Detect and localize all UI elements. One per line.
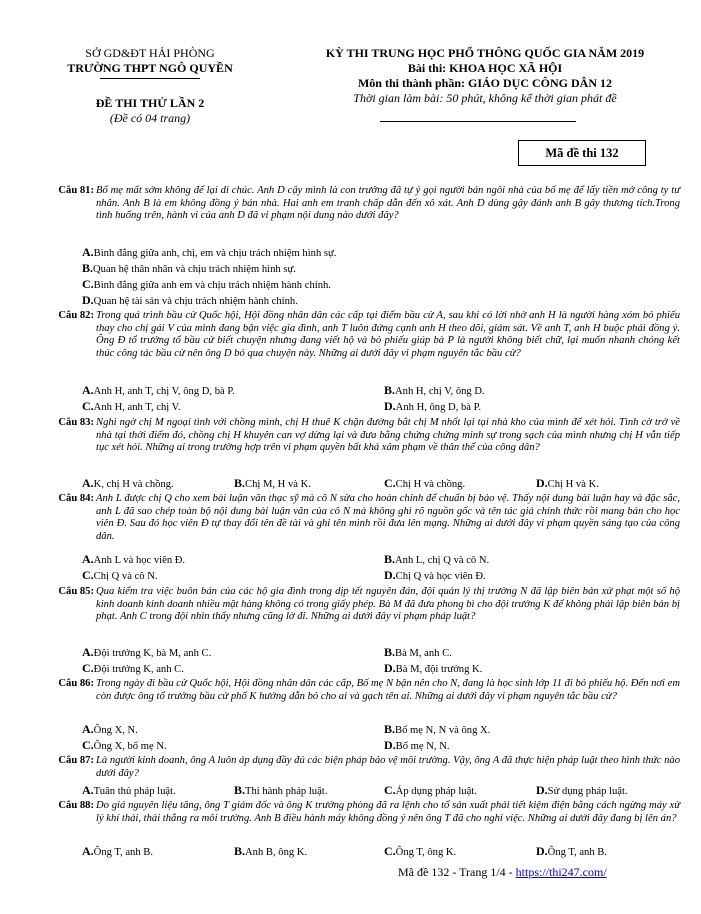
option-b[interactable]: B.Thi hành pháp luật.	[234, 783, 328, 797]
option-c[interactable]: C.Anh H, anh T, chị V.	[82, 399, 181, 413]
page-footer	[398, 866, 607, 879]
question-83	[50, 417, 680, 455]
option-d[interactable]: D.Chị Q và học viên Đ.	[384, 568, 486, 582]
option-a[interactable]: A.Anh H, anh T, chị V, ông D, bà P.	[82, 383, 235, 397]
option-b[interactable]: B.Chị M, H và K.	[234, 476, 311, 490]
option-d[interactable]: D.Bà M, đội trưởng K.	[384, 661, 483, 675]
option-c[interactable]: C.Chị H và chồng.	[384, 476, 466, 490]
option-b[interactable]: B.Bà M, anh C.	[384, 645, 452, 659]
question-text: Qua kiểm tra việc buôn bán của các hộ gia đình trong dịp tết nguyên đán, đội quản lý thị trường N đã lập biên bản xử phạt một số hộ kinh doanh kinh doanh nhiều mặt hàng không có trong giấy phép. Bà M đã đưa phong bì cho đội trưởng K để không phải lập biên bản bị phạt. Anh C trong đội nhìn thấy nhưng cũng lờ đi. Những ai dưới đây vi phạm pháp luật?	[96, 586, 680, 623]
exam-code-box: Mã đề thi 132	[518, 140, 646, 166]
option-b[interactable]: B.Anh B, ông K.	[234, 844, 308, 858]
option-a[interactable]: A.Anh L và học viên Đ.	[82, 552, 186, 566]
question-text: Trong quá trình bầu cử Quốc hội, Hội đồng nhân dân các cấp tại điểm bầu cử A, sau khi có lời nhờ anh H là người hàng xóm bỏ phiếu thay cho chị gái V của mình đang bận việc gia đình, anh T luôn đứng cạnh anh H theo dõi, giám sát. Về anh T, anh H buộc phải đồng ý. Ông Đ tổ trưởng tổ bầu cử biết chuyện nhưng đang viết hộ và bỏ phiếu giúp bà P là người không biết chữ, lại muốn nhanh chóng kết thúc công tác bầu cử nên ông D bỏ qua chuyện này. Những ai dưới đây vi phạm nguyên tắc bầu cử?	[96, 310, 680, 359]
option-d[interactable]: D.Bố mẹ N, N.	[384, 738, 450, 752]
header-right	[295, 46, 675, 106]
school-name: TRƯỜNG THPT NGÔ QUYỀN	[67, 61, 233, 75]
option-c[interactable]: C.Đội trưởng K, anh C.	[82, 661, 184, 675]
question-number: Câu 87:	[58, 755, 94, 766]
header-left	[40, 46, 260, 126]
question-number: Câu 84:	[58, 493, 94, 504]
question-number: Câu 82:	[58, 310, 94, 321]
question-text: Là người kinh doanh, ông A luôn áp dụng đầy đủ các biện pháp bảo vệ môi trường. Vậy, ông A đã thực hiện pháp luật theo hình thức nào dưới đây?	[96, 755, 680, 779]
footer-link[interactable]: https://thi247.com/	[515, 865, 607, 879]
option-a[interactable]: A.K, chị H và chồng.	[82, 476, 174, 490]
question-number: Câu 81:	[58, 185, 94, 196]
test-name: Bài thi: KHOA HỌC XÃ HỘI	[407, 61, 563, 75]
question-82	[50, 310, 680, 360]
question-84	[50, 493, 680, 543]
divider	[380, 121, 576, 122]
exam-label: ĐỀ THI THỬ LẦN 2	[95, 96, 205, 110]
option-b[interactable]: B.Anh L, chị Q và cô N.	[384, 552, 490, 566]
question-85	[50, 586, 680, 624]
option-b[interactable]: B.Quan hệ thân nhân và chịu trách nhiệm hình sự.	[82, 261, 296, 275]
option-d[interactable]: D.Anh H, ông D, bà P.	[384, 399, 482, 413]
pages-note: (Đề có 04 trang)	[109, 111, 191, 125]
time-note: Thời gian làm bài: 50 phút, không kể thời gian phát đề	[353, 91, 617, 105]
question-text: Nghi ngờ chị M ngoại tình với chồng mình, chị H thuê K chặn đường bắt chị M nhốt lại tại nhà kho của mình để xét hỏi. Tình cờ trở về nhà tại thời điểm đó, chồng chị H khuyên can vợ dừng lại và đưa bằng chứng chứng minh sự trong sạch của mình nhưng chị H vẫn tiếp tục xét hỏi. Những ai trong trường hợp trên vi phạm quyền bất khả xâm phạm về thân thể của công dân?	[96, 417, 680, 454]
question-number: Câu 85:	[58, 586, 94, 597]
question-text: Do giá nguyên liệu tăng, ông T giám đốc và ông K trưởng phòng đã ra lệnh cho tổ sản xuất phải tiết kiệm điện bằng cách ngừng máy xử lý khí thải, thải thẳng ra môi trường. Anh B điều hành máy không đồng ý nên ông T đã cho nghỉ việc. Những ai dưới đây đang bị lên án?	[96, 800, 680, 824]
question-number: Câu 83:	[58, 417, 94, 428]
exam-title: KỲ THI TRUNG HỌC PHỔ THÔNG QUỐC GIA NĂM 2019	[325, 46, 645, 60]
question-87	[50, 755, 680, 780]
option-c[interactable]: C.Ông X, bố mẹ N.	[82, 738, 167, 752]
question-text: Bố mẹ mất sớm không để lại di chúc. Anh D cậy mình là con trưởng đã tự ý gọi người bán ngôi nhà của bố mẹ để lấy tiền mở công ty tư nhân. Anh B là em không đồng ý bán nhà. Hai anh em tranh chấp dẫn đến xô xát. Anh D dùng gậy đánh anh B gây thương tích.Trong tình huống trên, hành vi của anh D đã vi phạm nội dung nào dưới đây?	[96, 185, 680, 222]
option-d[interactable]: D.Quan hệ tài sản và chịu trách nhiệm hành chính.	[82, 293, 298, 307]
option-c[interactable]: C.Áp dụng pháp luật.	[384, 783, 477, 797]
option-a[interactable]: A.Tuân thủ pháp luật.	[82, 783, 176, 797]
option-a[interactable]: A.Ông T, anh B.	[82, 844, 154, 858]
subject: Môn thi thành phần: GIÁO DỤC CÔNG DÂN 12	[357, 76, 613, 90]
option-a[interactable]: A.Bình đẳng giữa anh, chị, em và chịu trách nhiệm hình sự.	[82, 245, 337, 259]
option-b[interactable]: B.Anh H, chị V, ông D.	[384, 383, 485, 397]
footer-page-label: Mã đề 132 - Trang 1/4 -	[398, 865, 516, 879]
option-a[interactable]: A.Ông X, N.	[82, 722, 138, 736]
question-text: Anh L được chị Q cho xem bài luận văn thạc sỹ mà cô N sửa cho hoàn chỉnh để chuẩn bị bảo vệ. Thấy nội dung bài luận hay và đặc sắc, anh L đã sao chép toàn bộ nội dung bài luận văn của cô N mà không ghi rõ nguồn gốc và tên tác giả chính thức rồi mang bán cho học viên Đ. Sau đó học viên Đ tự thay đổi tên đề tài và ghi tên mình rồi đưa lên mạng. Những ai dưới đây vi phạm quyền sáng tạo của công dân.	[96, 493, 680, 542]
question-88	[50, 800, 680, 825]
option-c[interactable]: C.Chị Q và cô N.	[82, 568, 158, 582]
option-d[interactable]: D.Sử dụng pháp luật.	[536, 783, 628, 797]
option-a[interactable]: A.Đội trưởng K, bà M, anh C.	[82, 645, 212, 659]
option-b[interactable]: B.Bố mẹ N, N và ông X.	[384, 722, 491, 736]
divider	[100, 78, 200, 79]
option-d[interactable]: D.Ông T, anh B.	[536, 844, 608, 858]
option-c[interactable]: C.Ông T, ông K.	[384, 844, 457, 858]
question-86	[50, 678, 680, 703]
question-81	[50, 185, 680, 223]
question-number: Câu 86:	[58, 678, 94, 689]
department-name: SỞ GD&ĐT HẢI PHÒNG	[85, 46, 215, 60]
option-c[interactable]: C.Bình đẳng giữa anh em và chịu trách nhiệm hành chính.	[82, 277, 331, 291]
question-number: Câu 88:	[58, 800, 94, 811]
question-text: Trong ngày đi bầu cử Quốc hội, Hội đồng nhân dân các cấp, Bố mẹ N bận nên cho N, đang là học sinh lớp 11 đi bỏ phiếu hộ. Đến nơi em còn được ông tổ trưởng bầu cử phố K hướng dẫn bỏ cho ai và gạch tên ai. Những ai dưới đây vi phạm nguyên tắc bầu cử?	[96, 678, 680, 702]
option-d[interactable]: D.Chị H và K.	[536, 476, 599, 490]
